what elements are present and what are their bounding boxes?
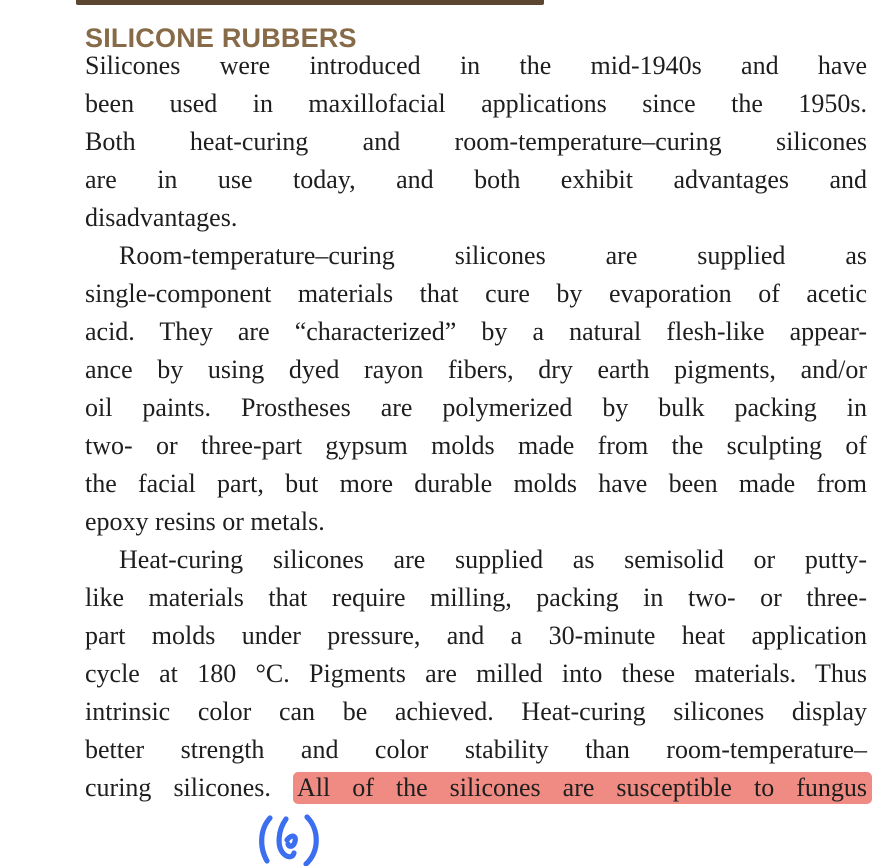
- letter-h-hook-stroke: [287, 836, 295, 846]
- right-paren-stroke: [306, 817, 316, 864]
- top-crop-artifact: [76, 0, 544, 5]
- text-line-prefix: curing silicones.: [85, 773, 293, 802]
- text-line: [85, 769, 867, 807]
- text-line: Heat-curing silicones are supplied as semisolid or putty-: [119, 545, 867, 574]
- text-line: Room-temperature–curing silicones are supplied as: [119, 241, 867, 270]
- text-line: are in use today, and both exhibit advantages and: [85, 165, 867, 194]
- section-heading: SILICONE RUBBERS: [85, 23, 357, 54]
- text-line: like materials that require milling, packing in two- or three-: [85, 583, 867, 612]
- text-line: the facial part, but more durable molds have been made from: [85, 469, 867, 498]
- text-line: acid. They are “characterized” by a natural flesh-like appear-: [85, 317, 867, 346]
- highlighted-text: All of the silicones are susceptible to fungus: [293, 772, 872, 804]
- text-line: two- or three-part gypsum molds made from the sculpting of: [85, 431, 867, 460]
- text-line: Silicones were introduced in the mid-1940s and have: [85, 51, 867, 80]
- text-line: single-component materials that cure by evaporation of acetic: [85, 279, 867, 308]
- text-line: oil paints. Prostheses are polymerized by bulk packing in: [85, 393, 867, 422]
- handwritten-annotation: [253, 813, 327, 866]
- text-line: been used in maxillofacial applications since the 1950s.: [85, 89, 867, 118]
- handwritten-pen-strokes: [262, 817, 317, 864]
- text-line: intrinsic color can be achieved. Heat-curing silicones display: [85, 697, 867, 726]
- text-line: better strength and color stability than room-temperature–: [85, 735, 867, 764]
- text-line: ance by using dyed rayon fibers, dry earth pigments, and/or: [85, 355, 867, 384]
- body-text: [85, 47, 867, 807]
- left-paren-stroke: [262, 818, 270, 861]
- text-line: part molds under pressure, and a 30-minute heat application: [85, 621, 867, 650]
- text-line: Both heat-curing and room-temperature–curing silicones: [85, 127, 867, 156]
- text-line: disadvantages.: [85, 203, 238, 232]
- text-line: cycle at 180 °C. Pigments are milled into these materials. Thus: [85, 659, 867, 688]
- text-line: epoxy resins or metals.: [85, 507, 325, 536]
